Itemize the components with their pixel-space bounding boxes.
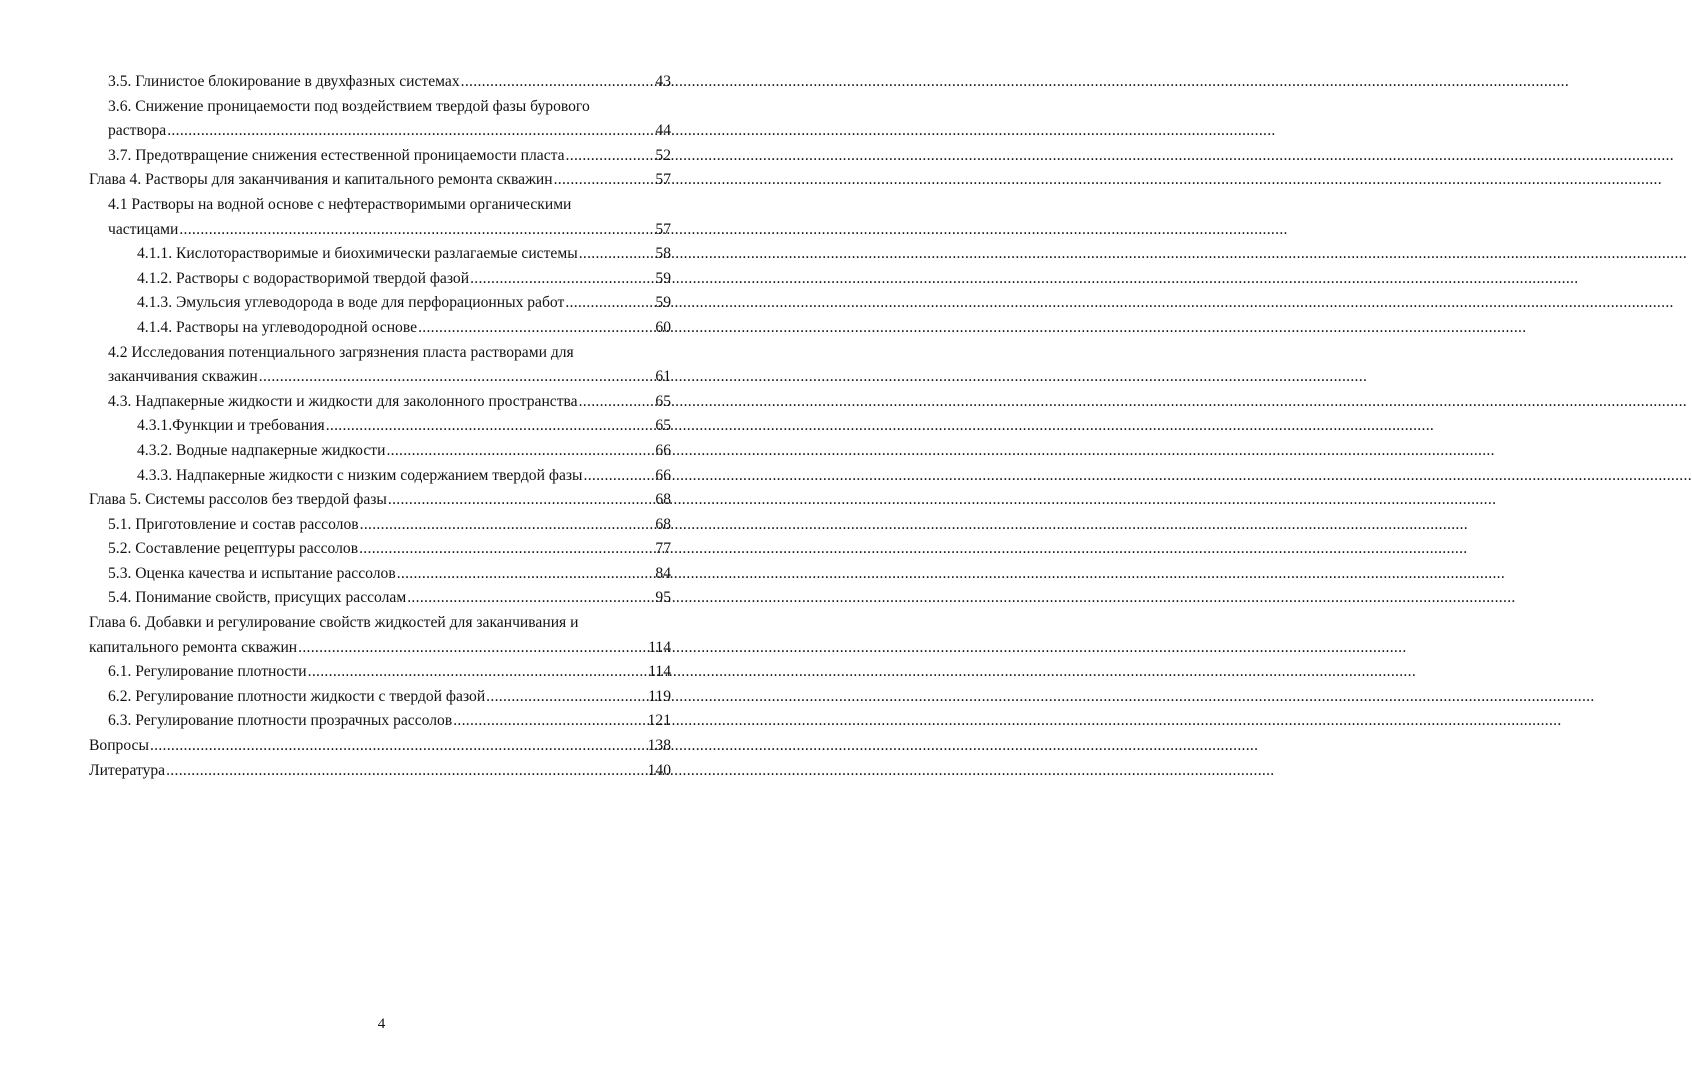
toc-entry-title: 5.2. Составление рецептуры рассолов [108,540,359,558]
toc-entry-title: 4.3.2. Водные надпакерные жидкости [137,441,386,459]
toc-entry [89,488,671,513]
dot-leader [259,365,655,390]
toc-entry-title-line2: частицами [108,220,179,238]
dot-leader [579,242,655,267]
toc-entry [89,242,671,267]
toc-entry-page: 68 [655,491,671,509]
toc-entry [89,709,671,734]
toc-entry-title-line2: заканчивания скважин [108,368,258,386]
toc-entry-title: Глава 4. Растворы для заканчивания и капитального ремонта скважин [89,171,553,189]
toc-entry-title: Литература [89,761,166,779]
dot-leader [298,636,647,661]
toc-entry [89,439,671,464]
dot-leader [470,267,654,292]
toc-entry-page: 114 [648,638,671,656]
toc-entry-title: 4.3.1.Функции и требования [137,417,325,435]
dot-leader [326,414,655,439]
dot-leader [565,291,654,316]
dot-leader [407,586,654,611]
toc-entry [89,513,671,538]
page-number: 4 [377,1016,386,1032]
toc-entry [89,70,671,95]
toc-entry-page: 57 [655,220,671,238]
toc-entry [89,390,671,415]
toc-entry-title: 5.1. Приготовление и состав рассолов [108,515,359,533]
toc-entry-title: 4.3.3. Надпакерные жидкости с низким содержанием твердой фазы [137,466,583,484]
toc-entry-title: 4.3. Надпакерные жидкости и жидкости для заколонного пространства [108,392,578,410]
table-of-contents [89,70,671,783]
toc-entry-page: 52 [655,146,671,164]
toc-entry [89,611,671,660]
toc-entry [89,341,671,390]
dot-leader [554,168,655,193]
dot-leader [386,439,654,464]
toc-entry-page: 77 [655,540,671,558]
dot-leader [167,119,654,144]
toc-entry-page: 66 [655,466,671,484]
toc-entry-page: 140 [647,761,671,779]
dot-leader [418,316,654,341]
toc-entry [89,193,671,242]
toc-entry-title: 3.5. Глинистое блокирование в двухфазных системах [108,73,460,90]
toc-entry-title: Вопросы [89,737,149,755]
toc-entry-page: 59 [655,294,671,312]
toc-entry-title: 4.1.1. Кислоторастворимые и биохимически разлагаемые системы [137,245,578,263]
toc-entry-title-line1: Глава 6. Добавки и регулирование свойств жидкостей для заканчивания и [89,614,579,632]
dot-leader [397,562,655,587]
toc-entry [89,144,671,169]
dot-leader [566,144,655,169]
toc-entry [89,95,671,144]
dot-leader [359,537,654,562]
toc-entry-title: 6.3. Регулирование плотности прозрачных рассолов [108,712,453,730]
toc-entry-page: 43 [655,73,671,90]
toc-entry-page: 58 [655,245,671,263]
toc-entry [89,562,671,587]
toc-entry-page: 65 [655,392,671,410]
toc-entry-title: 4.1.3. Эмульсия углеводорода в воде для перфорационных работ [137,294,565,312]
toc-entry-title: 6.2. Регулирование плотности жидкости с твердой фазой [108,687,486,705]
toc-entry-page: 44 [655,122,671,140]
toc-entry-page: 66 [655,441,671,459]
toc-entry-title: Глава 5. Системы рассолов без твердой фазы [89,491,387,509]
dot-leader [486,685,647,710]
dot-leader [461,70,655,95]
toc-entry-title: 6.1. Регулирование плотности [108,663,307,681]
dot-leader [584,464,655,489]
toc-entry-title: 4.1.2. Растворы с водорастворимой твердой фазой [137,269,470,287]
toc-entry-page: 60 [655,318,671,336]
toc-entry-page: 119 [648,687,671,705]
dot-leader [179,218,654,243]
toc-entry-title: 5.3. Оценка качества и испытание рассолов [108,564,396,582]
toc-entry [89,267,671,292]
toc-entry [89,537,671,562]
toc-entry [89,464,671,489]
toc-entry-page: 138 [647,737,671,755]
toc-entry-page: 57 [655,171,671,189]
toc-entry-title: 5.4. Понимание свойств, присущих рассолам [108,589,407,607]
toc-entry [89,734,671,759]
toc-entry [89,291,671,316]
toc-entry-title-line1: 4.2 Исследования потенциального загрязнения пласта растворами для [108,343,574,361]
toc-entry [89,316,671,341]
dot-leader [388,488,655,513]
toc-entry-title: 4.1.4. Растворы на углеводородной основе [137,318,418,336]
toc-entry-page: 95 [655,589,671,607]
toc-entry-page: 68 [655,515,671,533]
toc-entry-page: 61 [655,368,671,386]
dot-leader [308,660,648,685]
toc-entry [89,759,671,784]
toc-entry-page: 65 [655,417,671,435]
dot-leader [166,759,647,784]
toc-entry [89,414,671,439]
dot-leader [150,734,647,759]
dot-leader [360,513,655,538]
toc-entry-title-line1: 3.6. Снижение проницаемости под воздействием твердой фазы бурового [108,97,590,115]
toc-entry [89,660,671,685]
dot-leader [453,709,646,734]
toc-entry [89,168,671,193]
toc-entry-title-line2: раствора [108,122,167,140]
toc-entry-page: 121 [647,712,671,730]
dot-leader [579,390,655,415]
toc-entry-title-line2: капитального ремонта скважин [89,638,298,656]
toc-entry-page: 114 [648,663,671,681]
toc-entry-page: 59 [655,269,671,287]
toc-entry-title: 3.7. Предотвращение снижения естественной проницаемости пласта [108,146,565,164]
toc-entry-title-line1: 4.1 Растворы на водной основе с нефтерастворимыми органическими [108,195,572,213]
toc-entry [89,685,671,710]
toc-entry-page: 84 [655,564,671,582]
toc-entry [89,586,671,611]
